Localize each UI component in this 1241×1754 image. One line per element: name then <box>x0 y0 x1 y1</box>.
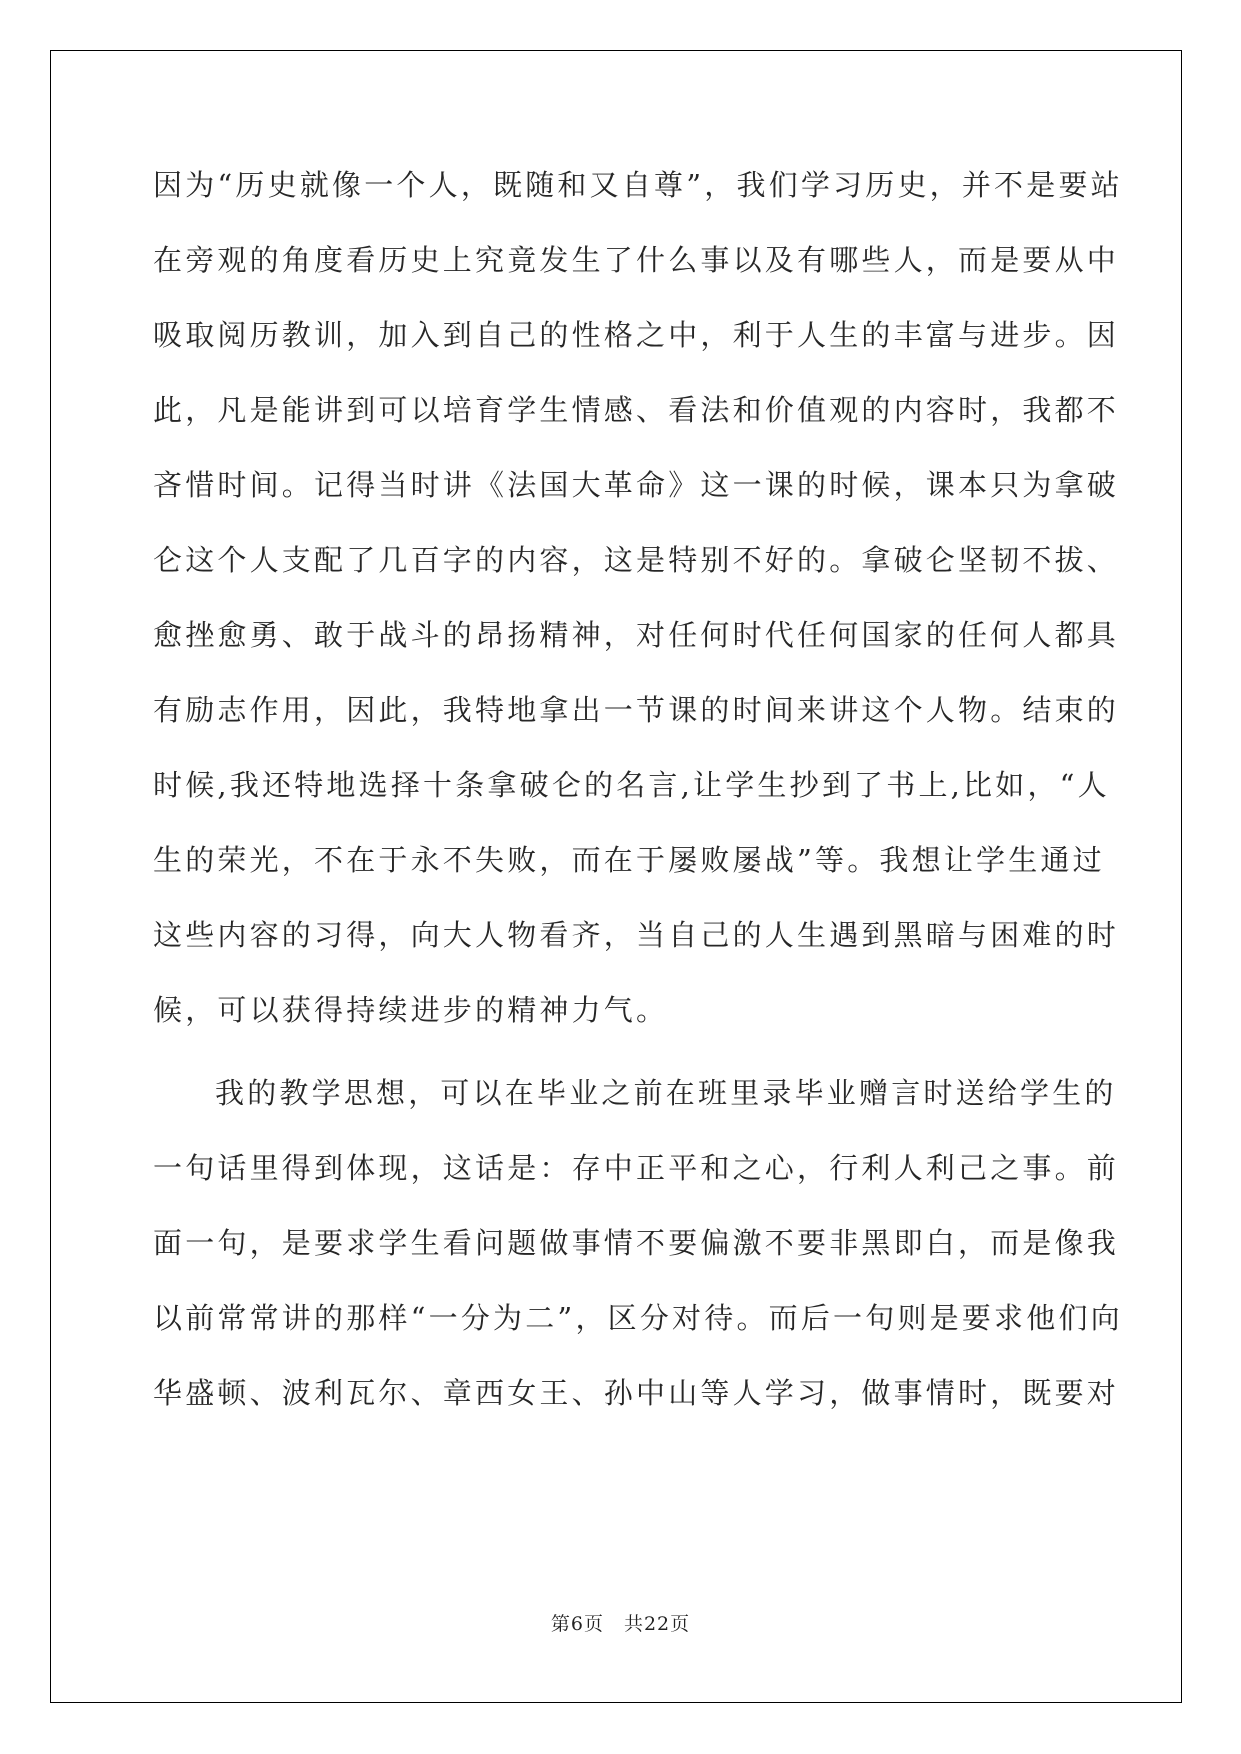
paragraph-line: 面一句，是要求学生看问题做事情不要偏激不要非黑即白，而是像我 <box>153 1226 1120 1260</box>
paragraph-line: 一句话里得到体现，这话是：存中正平和之心，行利人利己之事。前 <box>153 1151 1120 1185</box>
paragraph-line: 时候,我还特地选择十条拿破仑的名言,让学生抄到了书上,比如，“人 <box>153 768 1110 802</box>
paragraph-line: 此，凡是能讲到可以培育学生情感、看法和价值观的内容时，我都不 <box>153 393 1120 427</box>
paragraph-line: 在旁观的角度看历史上究竟发生了什么事以及有哪些人，而是要从中 <box>153 243 1120 277</box>
paragraph-line: 以前常常讲的那样“一分为二”，区分对待。而后一句则是要求他们向 <box>153 1301 1123 1335</box>
paragraph-line: 华盛顿、波利瓦尔、章西女王、孙中山等人学习，做事情时，既要对 <box>153 1376 1120 1410</box>
paragraph-line: 候，可以获得持续进步的精神力气。 <box>153 993 669 1027</box>
paragraph-line: 生的荣光，不在于永不失败，而在于屡败屡战”等。我想让学生通过 <box>153 843 1105 877</box>
paragraph-line: 我的教学思想，可以在毕业之前在班里录毕业赠言时送给学生的 <box>215 1076 1117 1110</box>
paragraph-line: 吝惜时间。记得当时讲《法国大革命》这一课的时候，课本只为拿破 <box>153 468 1120 502</box>
paragraph-gap <box>153 1060 1081 1068</box>
paragraph-line: 仑这个人支配了几百字的内容，这是特别不好的。拿破仑坚韧不拔、 <box>153 543 1120 577</box>
paragraph-line: 有励志作用，因此，我特地拿出一节课的时间来讲这个人物。结束的 <box>153 693 1120 727</box>
paragraph-line: 因为“历史就像一个人，既随和又自尊”，我们学习历史，并不是要站 <box>153 168 1123 202</box>
paragraph-line: 愈挫愈勇、敢于战斗的昂扬精神，对任何时代任何国家的任何人都具 <box>153 618 1120 652</box>
document-body <box>153 160 1123 1443</box>
paragraph-line: 这些内容的习得，向大人物看齐，当自己的人生遇到黑暗与困难的时 <box>153 918 1120 952</box>
page-number-footer: 第6页 共22页 <box>550 1613 691 1635</box>
paragraph-line: 吸取阅历教训，加入到自己的性格之中，利于人生的丰富与进步。因 <box>153 318 1120 352</box>
